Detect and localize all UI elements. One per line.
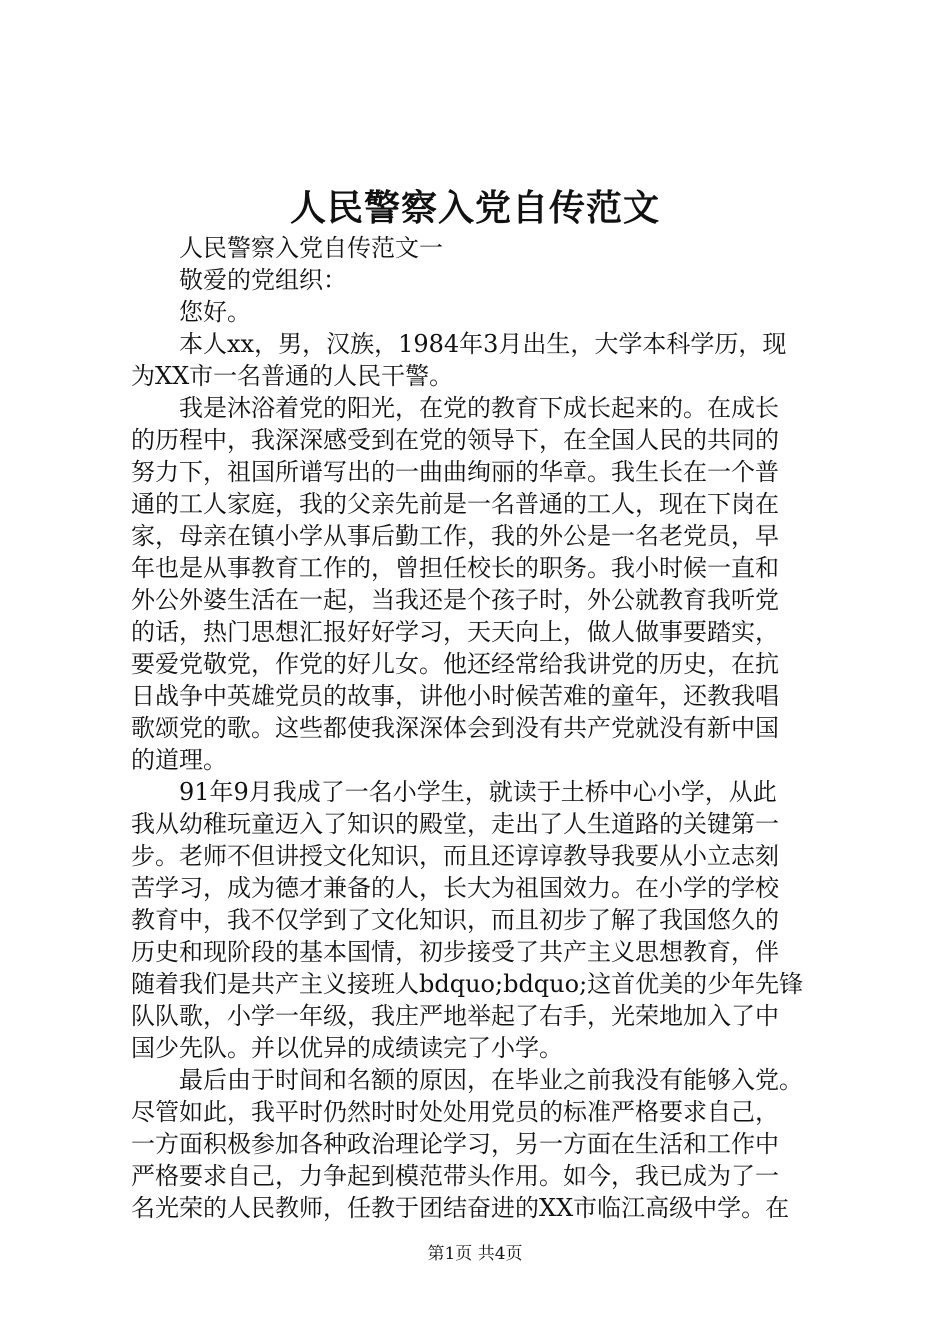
text-line: 本人xx，男，汉族，1984年3月出生，大学本科学历，现 bbox=[179, 330, 787, 358]
text-line: 最后由于时间和名额的原因，在毕业之前我没有能够入党。 bbox=[179, 1066, 803, 1094]
text-line: 人民警察入党自传范文一 bbox=[179, 234, 443, 262]
text-line: 队队歌，小学一年级，我庄严地举起了右手，光荣地加入了中 bbox=[131, 1002, 779, 1030]
text-line: 历史和现阶段的基本国情，初步接受了共产主义思想教育，伴 bbox=[131, 938, 779, 966]
text-line: 我是沐浴着党的阳光，在党的教育下成长起来的。在成长 bbox=[179, 394, 779, 422]
text-line: 的话，热门思想汇报好好学习，天天向上，做人做事要踏实， bbox=[131, 618, 779, 646]
text-line: 通的工人家庭，我的父亲先前是一名普通的工人，现在下岗在 bbox=[131, 490, 779, 518]
text-line: 我从幼稚玩童迈入了知识的殿堂，走出了人生道路的关键第一 bbox=[131, 810, 779, 838]
text-line: 91年9月我成了一名小学生，就读于土桥中心小学，从此 bbox=[179, 778, 777, 806]
text-line: 名光荣的人民教师，任教于团结奋进的XX市临江高级中学。在 bbox=[131, 1194, 790, 1222]
text-line: 要爱党敬党，作党的好儿女。他还经常给我讲党的历史，在抗 bbox=[131, 650, 779, 678]
text-line: 为XX市一名普通的人民干警。 bbox=[131, 362, 454, 390]
text-line: 一方面积极参加各种政治理论学习，另一方面在生活和工作中 bbox=[131, 1130, 779, 1158]
document-body bbox=[131, 232, 836, 1224]
page-title: 人民警察入党自传范文 bbox=[289, 187, 660, 229]
text-line: 尽管如此，我平时仍然时时处处用党员的标准严格要求自己， bbox=[131, 1098, 779, 1126]
text-line: 日战争中英雄党员的故事，讲他小时候苦难的童年，还教我唱 bbox=[131, 682, 779, 710]
page-number-footer: 第1页 共4页 bbox=[427, 1244, 523, 1264]
text-line: 您好。 bbox=[179, 298, 251, 326]
text-line: 随着我们是共产主义接班人bdquo;bdquo;这首优美的少年先锋 bbox=[131, 970, 804, 998]
text-line: 的历程中，我深深感受到在党的领导下，在全国人民的共同的 bbox=[131, 426, 779, 454]
text-line: 国少先队。并以优异的成绩读完了小学。 bbox=[131, 1034, 563, 1062]
text-line: 努力下，祖国所谱写出的一曲曲绚丽的华章。我生长在一个普 bbox=[131, 458, 779, 486]
text-line: 年也是从事教育工作的，曾担任校长的职务。我小时候一直和 bbox=[131, 554, 779, 582]
text-line: 严格要求自己，力争起到模范带头作用。如今，我已成为了一 bbox=[131, 1162, 779, 1190]
text-line: 外公外婆生活在一起，当我还是个孩子时，外公就教育我听党 bbox=[131, 586, 779, 614]
text-line: 歌颂党的歌。这些都使我深深体会到没有共产党就没有新中国 bbox=[131, 714, 779, 742]
text-line: 步。老师不但讲授文化知识，而且还谆谆教导我要从小立志刻 bbox=[131, 842, 779, 870]
text-line: 苦学习，成为德才兼备的人，长大为祖国效力。在小学的学校 bbox=[131, 874, 779, 902]
text-line: 敬爱的党组织： bbox=[179, 266, 347, 294]
text-line: 家，母亲在镇小学从事后勤工作，我的外公是一名老党员，早 bbox=[131, 522, 779, 550]
text-line: 教育中，我不仅学到了文化知识，而且初步了解了我国悠久的 bbox=[131, 906, 779, 934]
text-line: 的道理。 bbox=[131, 746, 227, 774]
